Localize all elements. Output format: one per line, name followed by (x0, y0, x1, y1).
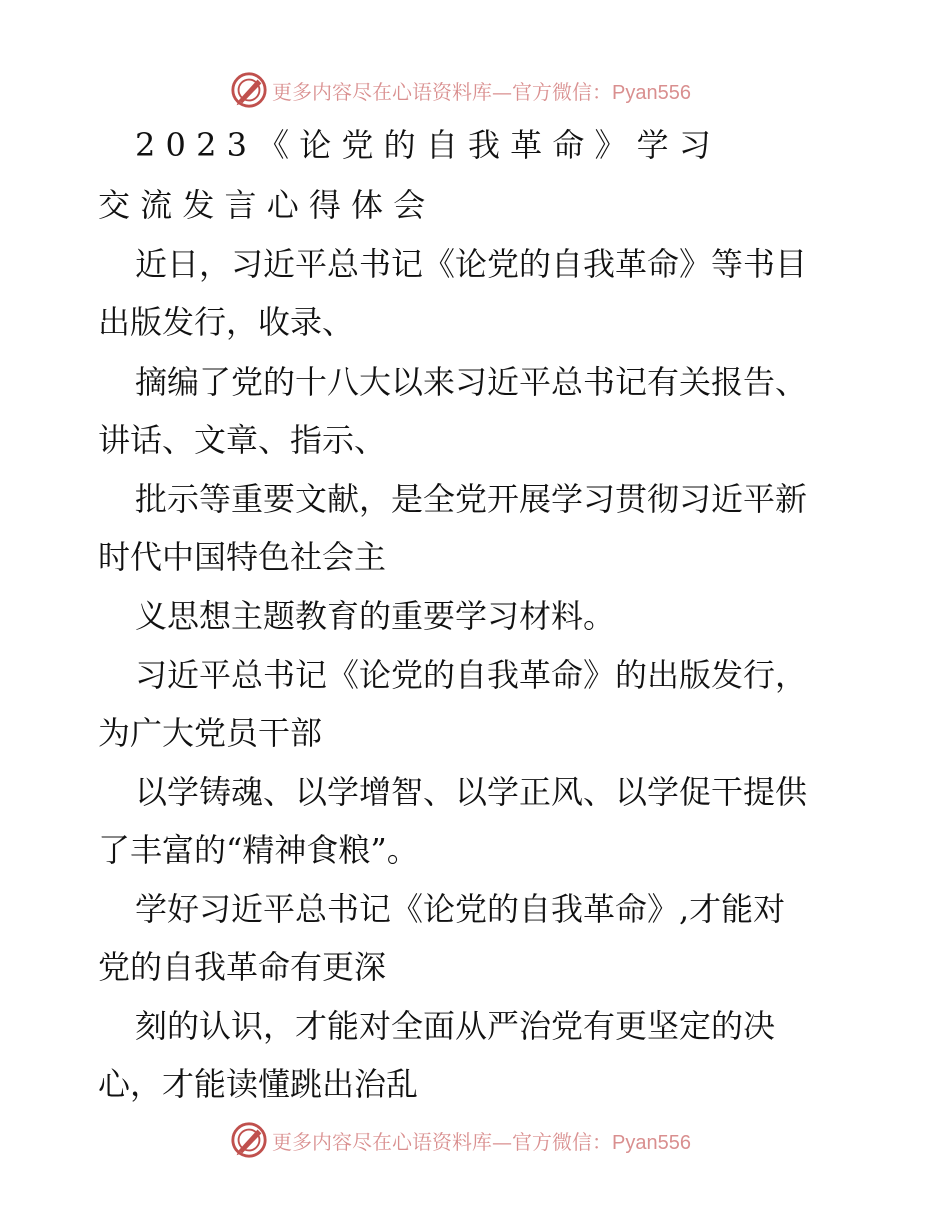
paragraph-3-line-2: 时代中国特色社会主 (98, 538, 387, 576)
paragraph-7-line-1: 学好习近平总书记《论党的自我革命》,才能对 (135, 890, 786, 928)
paragraph-2-line-1: 摘编了党的十八大以来习近平总书记有关报告、 (135, 363, 808, 401)
paragraph-8-line-2: 心，才能读懂跳出治乱 (98, 1065, 419, 1103)
footer-banner (230, 1120, 691, 1160)
header-banner (230, 70, 691, 110)
paragraph-1-line-1: 近日，习近平总书记《论党的自我革命》等书目 (135, 245, 808, 283)
pen-logo-icon (230, 71, 268, 109)
paragraph-2-line-2: 讲话、文章、指示、 (98, 421, 387, 459)
paragraph-5-line-2: 为广大党员干部 (98, 714, 323, 752)
pen-logo-icon (230, 1121, 268, 1159)
paragraph-6-line-1: 以学铸魂、以学增智、以学正风、以学促干提供 (135, 773, 808, 811)
footer-banner-text: 更多内容尽在心语资料库—官方微信：Pyan556 (272, 1129, 691, 1154)
header-banner-text: 更多内容尽在心语资料库—官方微信：Pyan556 (272, 79, 691, 104)
paragraph-4-line-1: 义思想主题教育的重要学习材料。 (135, 597, 616, 635)
paragraph-8-line-1: 刻的认识，才能对全面从严治党有更坚定的决 (135, 1007, 776, 1045)
paragraph-7-line-2: 党的自我革命有更深 (98, 948, 387, 986)
paragraph-5-line-1: 习近平总书记《论党的自我革命》的出版发行， (135, 656, 808, 694)
paragraph-1-line-2: 出版发行，收录、 (98, 303, 355, 341)
paragraph-3-line-1: 批示等重要文献，是全党开展学习贯彻习近平新 (135, 480, 808, 518)
document-title-line-2: 交 流 发 言 心 得 体 会 (98, 186, 426, 224)
paragraph-6-line-2: 了丰富的“精神食粮”。 (98, 831, 419, 869)
document-title-line-1: 2 0 2 3 《 论 党 的 自 我 革 命 》 学 习 (135, 126, 711, 164)
